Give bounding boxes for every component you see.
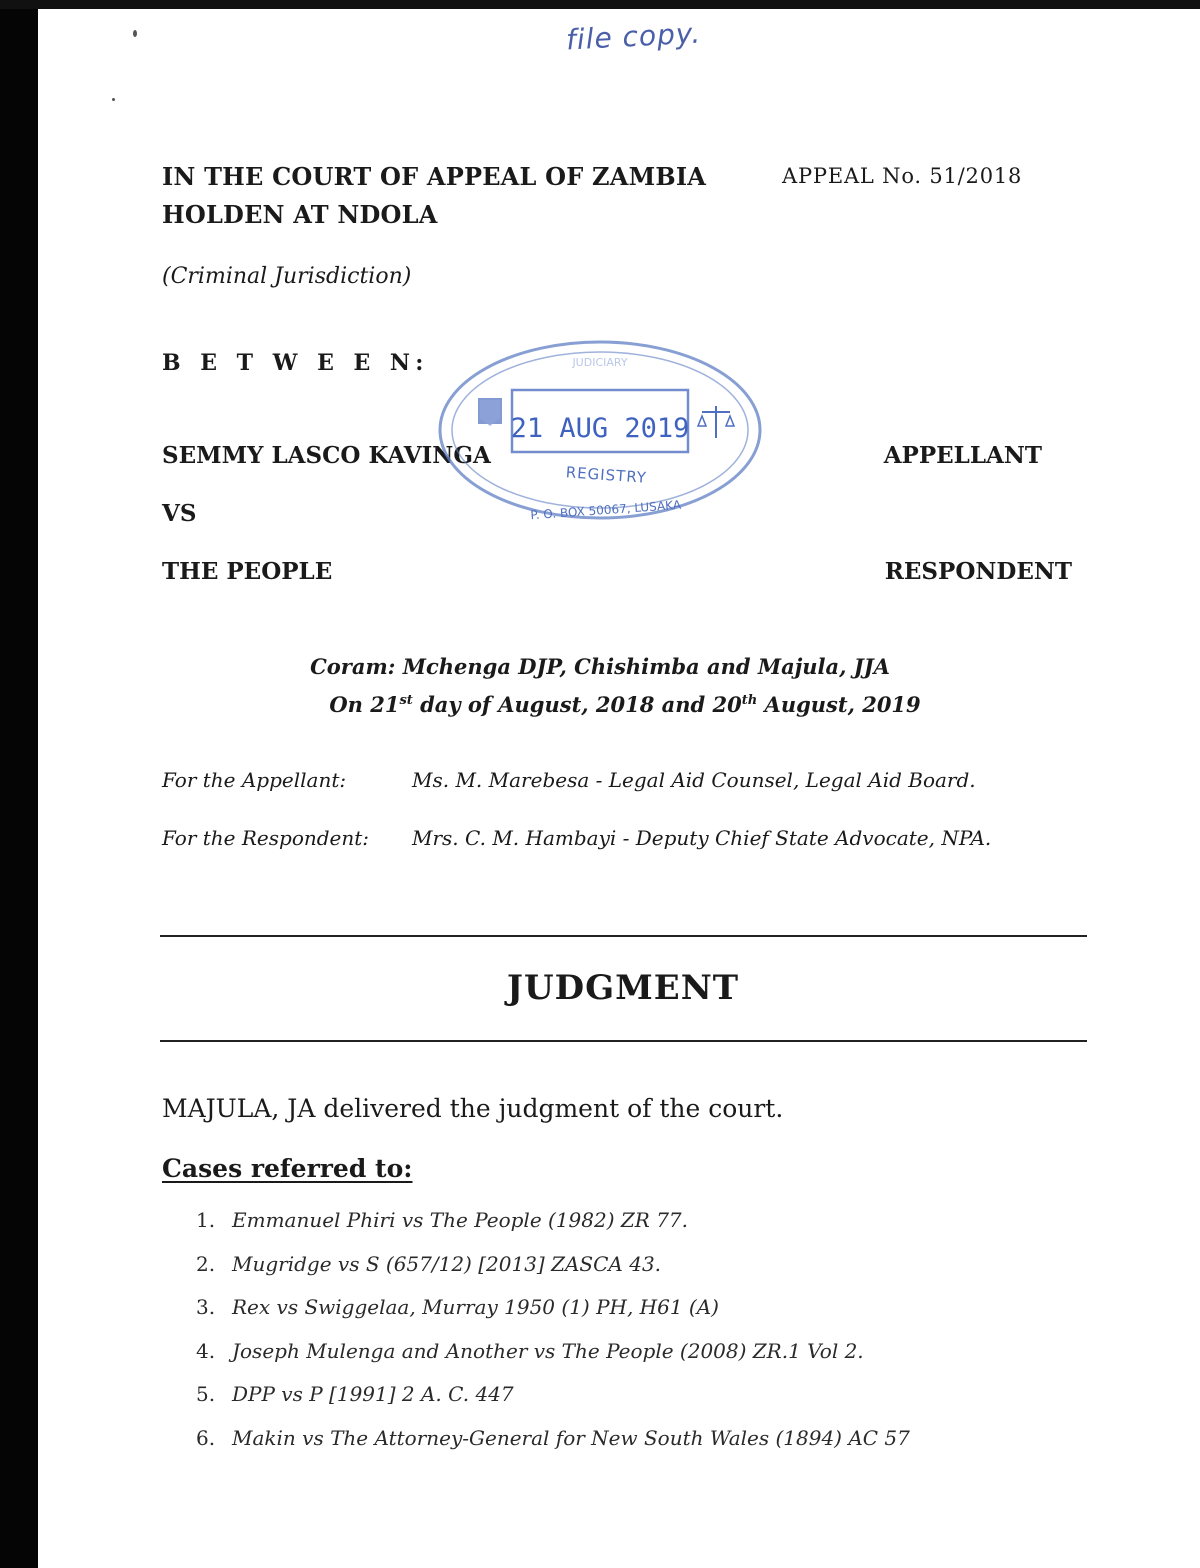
court-location: HOLDEN AT NDOLA: [162, 200, 438, 229]
case-item: [196, 1252, 910, 1296]
case-item: [196, 1208, 910, 1252]
respondent-name: THE PEOPLE: [162, 558, 333, 585]
court-title: [162, 158, 706, 234]
case-item: [196, 1295, 910, 1339]
appellant-name: SEMMY LASCO KAVINGA: [162, 442, 491, 469]
scales-of-justice-icon: [698, 406, 734, 438]
case-citation: DPP vs P [1991] 2 A. C. 447: [232, 1382, 514, 1406]
stamp-date: 21 AUG 2019: [510, 413, 690, 444]
case-number: 4.: [196, 1338, 216, 1363]
case-item: [196, 1382, 910, 1426]
case-number: 1.: [196, 1208, 216, 1232]
respondent-counsel-value: Mrs. C. M. Hambayi - Deputy Chief State Advocate, NPA.: [412, 826, 992, 850]
stamp-address: P. O. BOX 50067, LUSAKA: [529, 497, 682, 523]
coram-ordinal: st: [399, 693, 413, 708]
scan-speck: [133, 30, 137, 37]
respondent-counsel-label: For the Respondent:: [162, 826, 370, 850]
handwritten-note: file copy.: [565, 16, 702, 57]
case-number: 2.: [196, 1251, 216, 1276]
coram-dates-part: On 21: [329, 692, 400, 717]
divider-top: [160, 935, 1087, 937]
divider-bottom: [160, 1040, 1087, 1042]
case-number: 5.: [196, 1382, 216, 1406]
case-citation: Rex vs Swiggelaa, Murray 1950 (1) PH, H61 (A): [232, 1295, 719, 1319]
case-citation: Mugridge vs S (657/12) [2013] ZASCA 43.: [232, 1251, 662, 1276]
coram-dates-part: day of August, 2018 and 20: [412, 692, 742, 717]
appeal-number: APPEAL No. 51/2018: [782, 164, 1023, 188]
judgment-heading: JUDGMENT: [506, 968, 740, 1008]
stamp-top-text: JUDICIARY: [572, 356, 628, 369]
appellant-counsel-value: Ms. M. Marebesa - Legal Aid Counsel, Legal Aid Board.: [412, 768, 976, 792]
between-label: B E T W E E N:: [162, 350, 430, 376]
delivered-by: MAJULA, JA delivered the judgment of the court.: [162, 1094, 784, 1123]
versus-label: VS: [162, 500, 197, 527]
case-citation: Makin vs The Attorney-General for New South Wales (1894) AC 57: [232, 1425, 910, 1450]
coram-block: [0, 650, 1200, 722]
case-citation: Joseph Mulenga and Another vs The People (2008) ZR.1 Vol 2.: [232, 1338, 864, 1363]
cases-heading: Cases referred to:: [162, 1154, 413, 1183]
cases-list: [196, 1208, 910, 1469]
registry-stamp: [420, 330, 780, 530]
coram-judges: Coram: Mchenga DJP, Chishimba and Majula, JJA: [310, 654, 890, 679]
case-number: 6.: [196, 1425, 216, 1450]
case-item: [196, 1426, 910, 1470]
jurisdiction: (Criminal Jurisdiction): [162, 264, 412, 289]
coat-of-arms-icon: [478, 398, 502, 426]
appellant-role: APPELLANT: [883, 442, 1042, 469]
respondent-role: RESPONDENT: [884, 558, 1072, 585]
case-citation: Emmanuel Phiri vs The People (1982) ZR 77.: [232, 1208, 688, 1232]
appellant-counsel-label: For the Appellant:: [162, 768, 347, 792]
case-number: 3.: [196, 1295, 216, 1319]
coram-dates: [0, 684, 1200, 722]
stamp-registry: REGISTRY: [565, 463, 648, 487]
scan-border-top: [0, 0, 1200, 9]
coram-dates-part: August, 2019: [757, 692, 921, 717]
scan-speck: [112, 98, 115, 101]
coram-ordinal: th: [741, 693, 758, 708]
court-name: IN THE COURT OF APPEAL OF ZAMBIA: [162, 162, 707, 191]
case-item: [196, 1339, 910, 1383]
scan-border-left: [0, 0, 38, 1568]
